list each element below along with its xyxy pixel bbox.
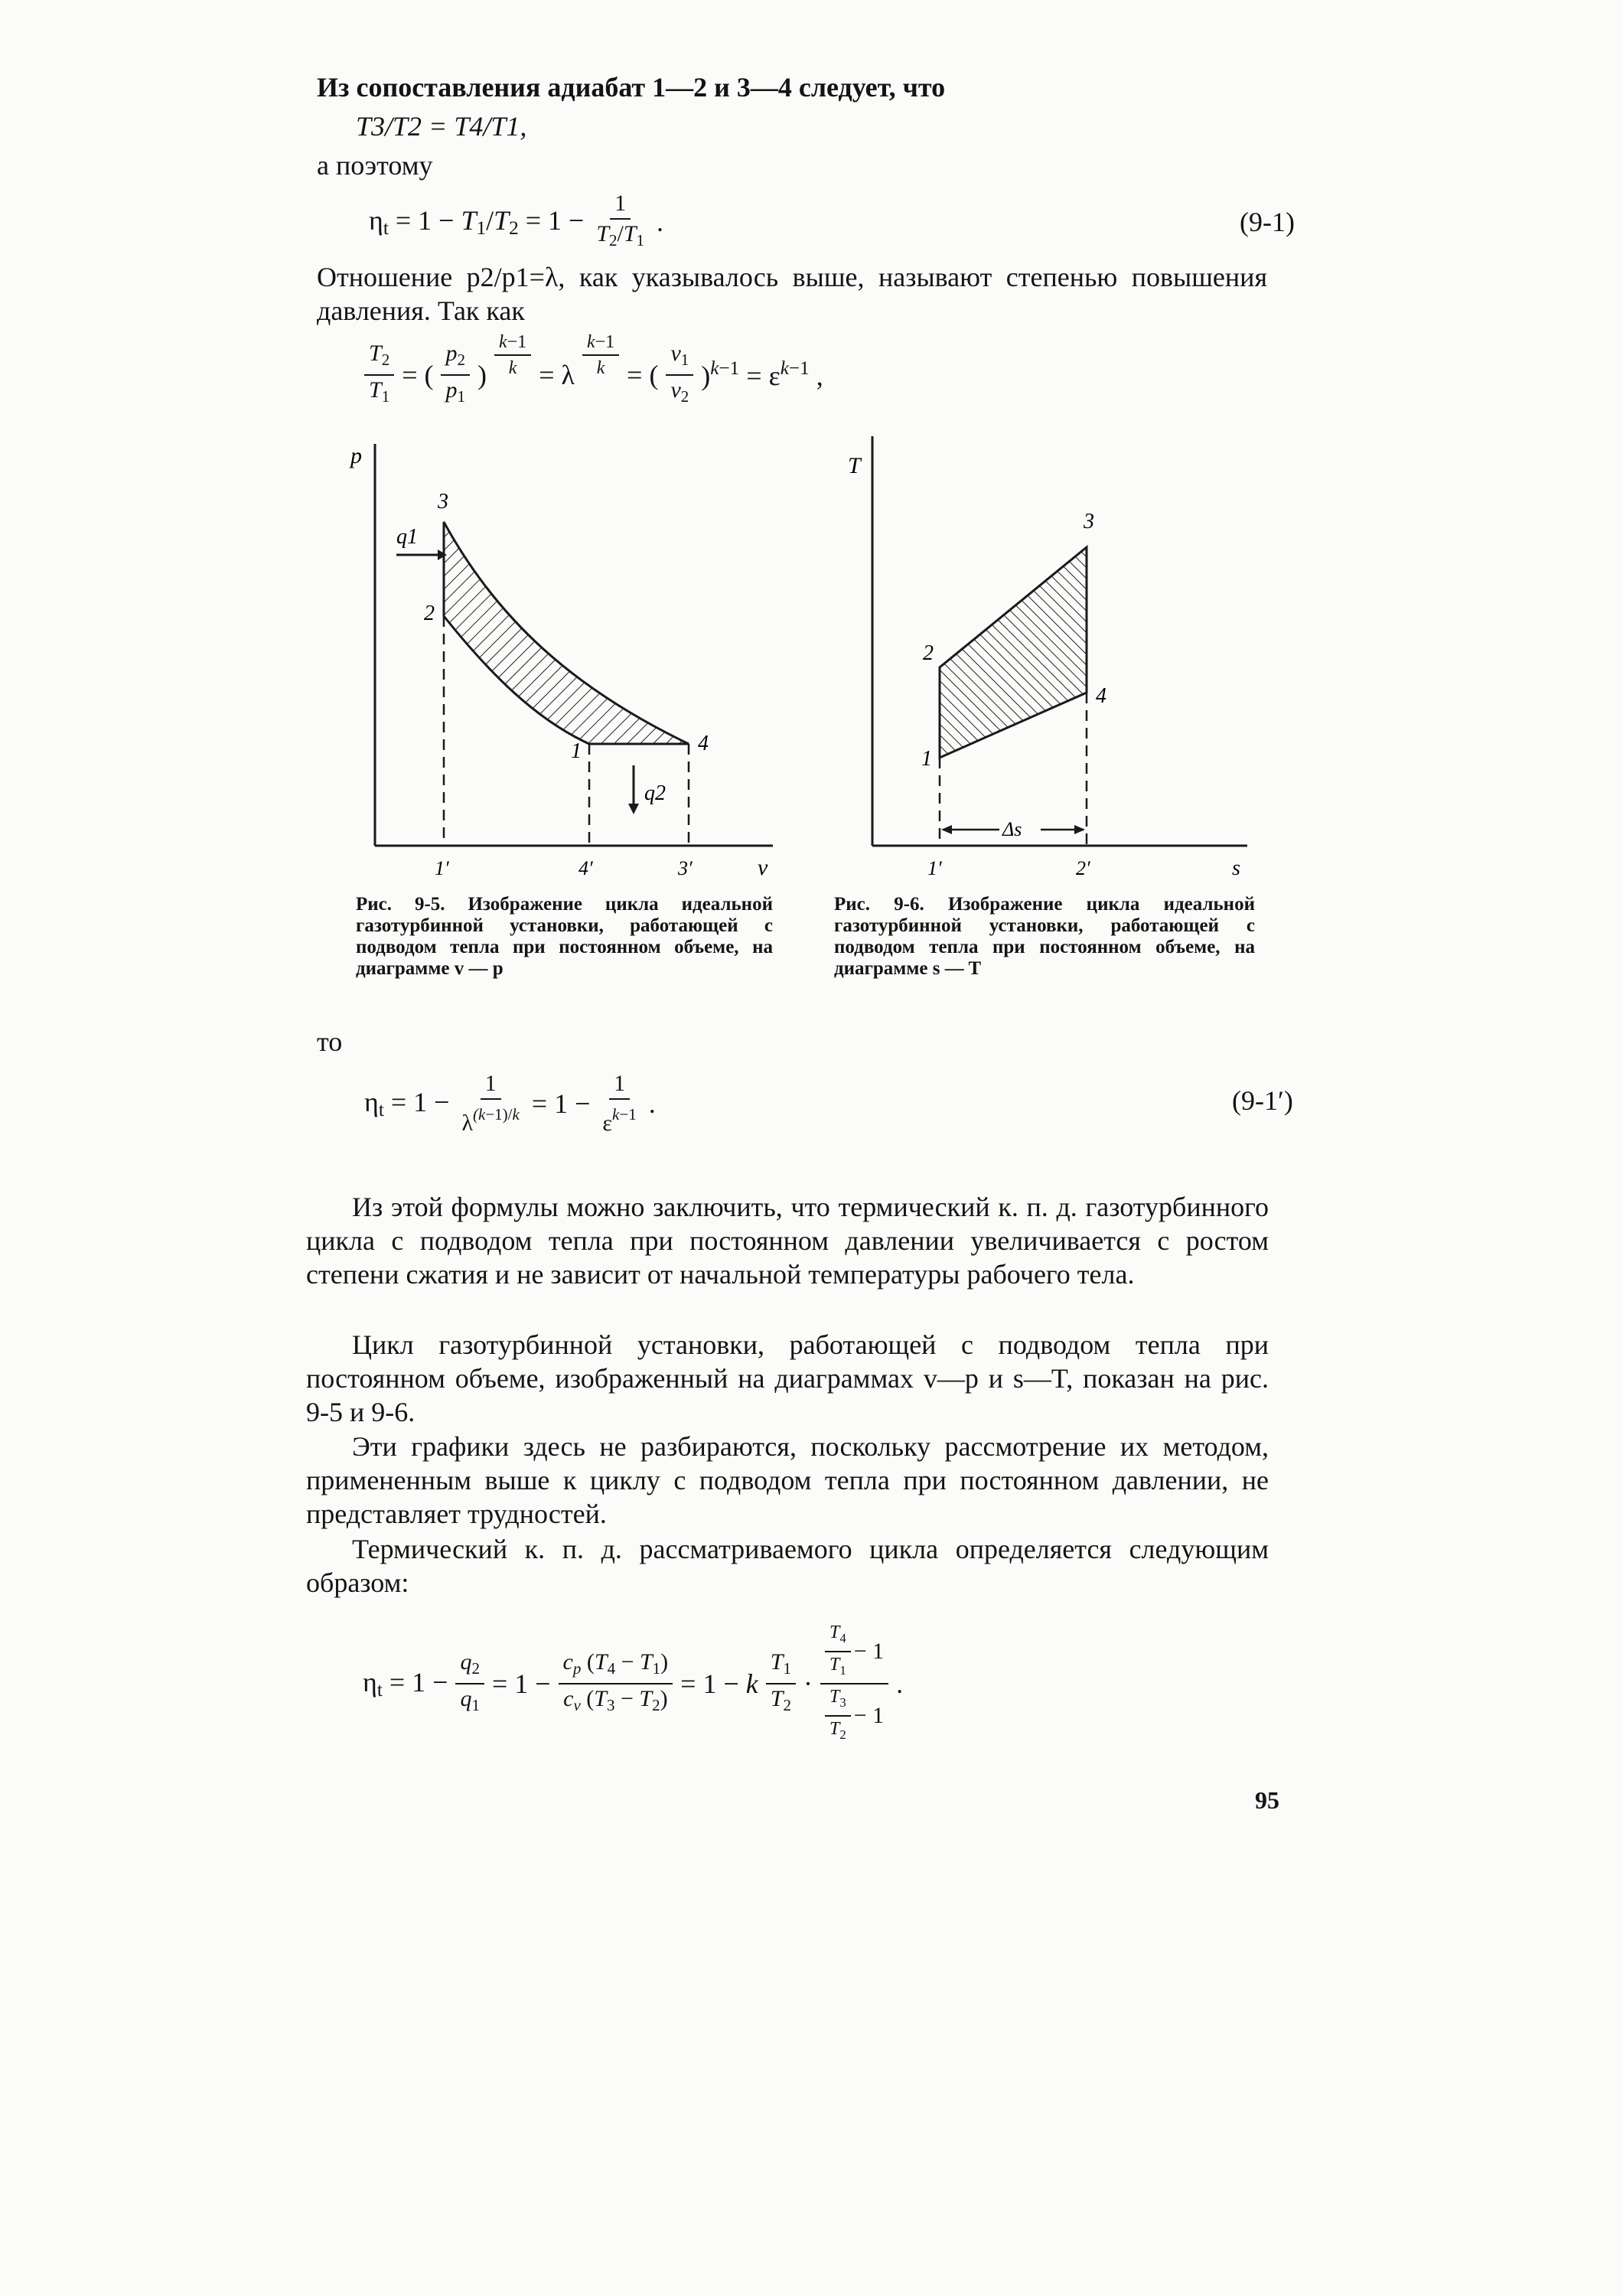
fig2-x-label: s	[1232, 856, 1240, 880]
fig2-tick-2: 2′	[1076, 857, 1090, 879]
equation-label-9-1: (9-1)	[1240, 207, 1295, 237]
fig2-delta-label: Δs	[1002, 818, 1022, 840]
fig1-point-4: 4	[698, 732, 709, 755]
figure-9-5-caption: Рис. 9-5. Изображение цикла идеальной газотурбинной установки, работающей с подводом тепла при постоянном объеме, на диаграмме v — p	[356, 894, 773, 979]
paragraph-3-text: Эти графики здесь не разбираются, поскольку рассмотрение их методом, примененным выше к циклу с подводом тепла при постоянном давлении, не представляет трудностей.	[306, 1431, 1269, 1529]
fig2-y-label: T	[848, 453, 861, 478]
figure-9-6	[848, 429, 1278, 880]
paragraph-4	[306, 1532, 1269, 1600]
fig2-cycle-area	[940, 547, 1087, 758]
fig2-point-2: 2	[923, 641, 934, 665]
fig1-y-label: p	[350, 443, 362, 468]
fig2-tick-1: 1′	[927, 857, 942, 879]
fig1-point-1: 1	[571, 739, 582, 763]
ratio-definition	[317, 260, 1267, 328]
fig1-tick-3: 3′	[678, 857, 693, 879]
paragraph-1	[306, 1190, 1269, 1291]
fig1-point-2: 2	[424, 602, 435, 625]
figure-9-6-caption: Рис. 9-6. Изображение цикла идеальной газотурбинной установки, работающей с подводом тепла при постоянном объеме, на диаграмме s — T	[834, 894, 1255, 979]
equation-temperature-ratio: $\frac{T_2}{T_1}$ = ( $\frac{p_2}{p_1}$ ) $\frac{k-1}{k}$ = λ $\frac{k-1}{k}$ = ( $\frac{v_1}{v_2}$ )$^{k-1} = \varepsilon^{k-1}$ ,	[360, 341, 826, 409]
fig2-point-1: 1	[921, 747, 932, 771]
page-number: 95	[1255, 1786, 1279, 1814]
ratio-definition-text: Отношение p2/p1=λ, как указывалось выше, называют степенью повышения давления. Так как	[317, 262, 1267, 326]
paragraph-4-text: Термический к. п. д. рассматриваемого цикла определяется следующим образом:	[306, 1534, 1269, 1598]
equation-efficiency: $\eta_t = 1$ − $\frac{q_2}{q_1}$ = 1 − $\frac{c_p (T_4 - T_1)}{c_v (T_3 - T_2)}$ = 1 − k $\frac{T_1}{T_2}$ · $\frac{T_4}{T_1}$ − 1 $\frac{T_3}{T_2}$ − 1 .	[363, 1623, 904, 1742]
fig1-point-3: 3	[438, 490, 448, 514]
fig1-x-label: v	[758, 855, 768, 880]
paragraph-1-text: Из этой формулы можно заключить, что термический к. п. д. газотурбинного цикла с подводом тепла при постоянном давлении увеличивается с ростом степени сжатия и не зависит от начальной температуры рабочего тела.	[306, 1192, 1269, 1290]
fig2-point-3: 3	[1084, 510, 1094, 533]
fig2-delta-arrowhead-right	[1074, 825, 1085, 834]
fig1-cycle-area	[444, 522, 689, 744]
fig1-q2-label: q2	[644, 781, 666, 805]
ratio-equation: T3/T2 = T4/T1,	[356, 111, 527, 142]
fig1-tick-4: 4′	[578, 857, 593, 879]
paragraph-2-text: Цикл газотурбинной установки, работающей с подводом тепла при постоянном объеме, изображенный на диаграммах v—p и s—T, показан на рис. 9-5 и 9-6.	[306, 1329, 1269, 1427]
paragraph-2	[306, 1328, 1269, 1429]
therefore-text: а поэтому	[317, 150, 433, 181]
fig1-q2-arrowhead	[628, 804, 639, 814]
paragraph-3	[306, 1430, 1269, 1531]
fig1-q1-label: q1	[396, 525, 418, 549]
figure-9-5	[344, 429, 803, 880]
intro-line: Из сопоставления адиабат 1—2 и 3—4 следует, что	[317, 72, 946, 103]
fig2-delta-arrowhead-left	[941, 825, 952, 834]
to-text: то	[317, 1026, 343, 1057]
equation-9-1-prime: $\eta_t = 1$ − $\frac{1}{\lambda^{(k-1)/k}}$ = 1 − $\frac{1}{\varepsilon^{k-1}}$ .	[364, 1071, 656, 1136]
equation-9-1: $\eta_t = 1 - T_1/T_2 = 1$ − $\frac{1}{T_2/T_1}$ .	[369, 191, 664, 249]
fig2-point-4: 4	[1096, 684, 1106, 708]
fig1-tick-1: 1′	[435, 857, 449, 879]
equation-label-9-1-prime: (9-1′)	[1232, 1085, 1293, 1116]
